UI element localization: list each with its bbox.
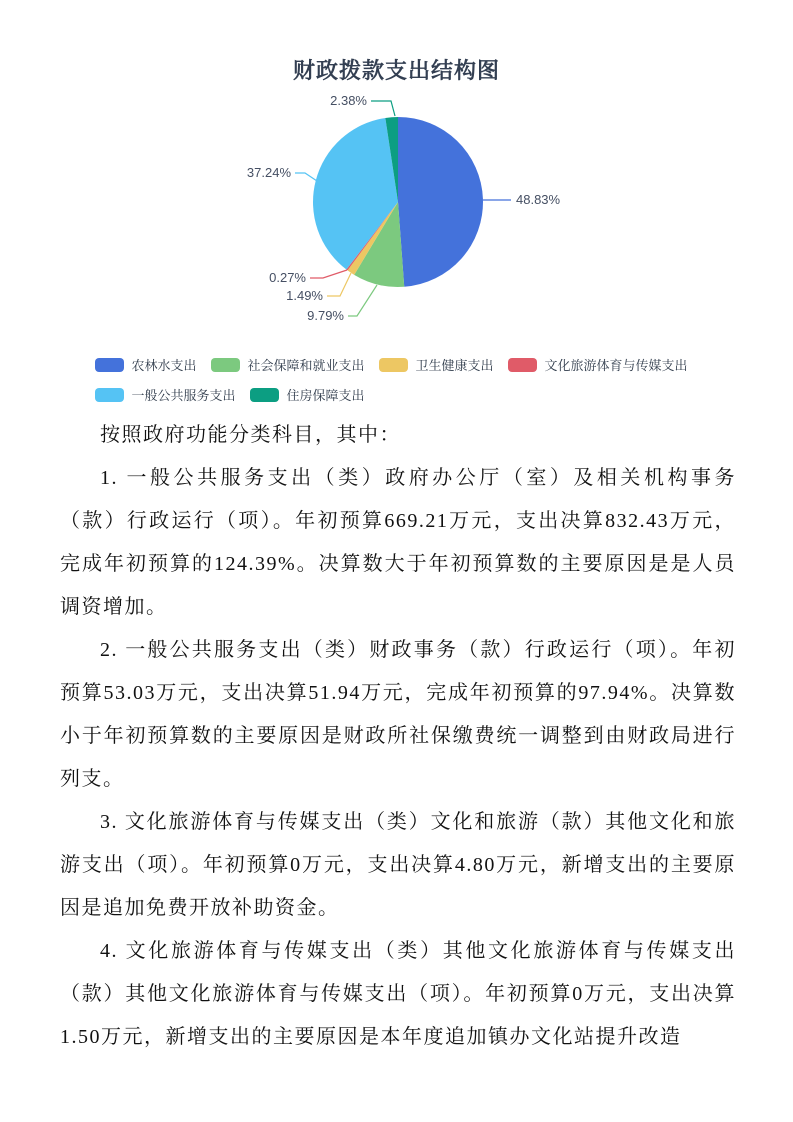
legend-label: 一般公共服务支出: [131, 388, 236, 403]
legend-item-5: [250, 385, 365, 404]
pie-percent-label-0: 48.83%: [515, 192, 560, 207]
legend-item-4: [95, 385, 236, 404]
legend-swatch-icon: [379, 358, 408, 372]
pie-leader-line-5: [371, 101, 395, 116]
legend-label: 农林水支出: [131, 358, 197, 373]
legend-swatch-icon: [211, 358, 240, 372]
pie-slice-0: [398, 117, 483, 287]
legend-swatch-icon: [95, 358, 124, 372]
pie-leader-line-1: [348, 285, 377, 316]
legend-item-2: [379, 355, 494, 374]
legend-swatch-icon: [508, 358, 537, 372]
pie-percent-label-4: 37.24%: [246, 165, 291, 180]
pie-percent-label-3: 0.27%: [268, 270, 306, 285]
paragraph-1: 1. 一般公共服务支出（类）政府办公厅（室）及相关机构事务（款）行政运行（项）。年初预算669.21万元，支出决算832.43万元，完成年初预算的124.39%。决算数大于年初预算数的主要原因是是人员调资增加。: [60, 467, 736, 618]
pie-leader-line-4: [295, 173, 317, 181]
legend-label: 文化旅游体育与传媒支出: [544, 358, 688, 373]
pie-leader-line-2: [327, 273, 351, 296]
legend-label: 卫生健康支出: [415, 358, 494, 373]
chart-legend: [77, 355, 717, 404]
pie-leader-line-3: [310, 270, 347, 278]
legend-item-3: [508, 355, 688, 374]
legend-label: 住房保障支出: [286, 388, 365, 403]
paragraph-3: 3. 文化旅游体育与传媒支出（类）文化和旅游（款）其他文化和旅游支出（项）。年初预算0万元，支出决算4.80万元，新增支出的主要原因是追加免费开放补助资金。: [60, 811, 736, 919]
legend-item-0: [95, 355, 197, 374]
chart-title: 财政拨款支出结构图: [292, 58, 500, 83]
legend-label: 社会保障和就业支出: [247, 358, 365, 373]
pie-chart: [87, 89, 707, 344]
paragraph-4: 4. 文化旅游体育与传媒支出（类）其他文化旅游体育与传媒支出（款）其他文化旅游体育与传媒支出（项）。年初预算0万元，支出决算1.50万元，新增支出的主要原因是本年度追加镇办文化站提升改造: [60, 940, 736, 1048]
legend-item-1: [211, 355, 365, 374]
fiscal-expenditure-chart: [0, 0, 793, 404]
document-body: [0, 414, 793, 1059]
legend-swatch-icon: [95, 388, 124, 402]
pie-percent-label-1: 9.79%: [306, 308, 344, 323]
paragraph-2: 2. 一般公共服务支出（类）财政事务（款）行政运行（项）。年初预算53.03万元，支出决算51.94万元，完成年初预算的97.94%。决算数小于年初预算数的主要原因是财政所社保缴费统一调整到由财政局进行列支。: [60, 639, 736, 790]
pie-chart-area: [87, 89, 707, 349]
pie-percent-label-5: 2.38%: [329, 93, 367, 108]
legend-swatch-icon: [250, 388, 279, 402]
pie-percent-label-2: 1.49%: [285, 288, 323, 303]
paragraph-0: 按照政府功能分类科目，其中：: [100, 424, 401, 446]
